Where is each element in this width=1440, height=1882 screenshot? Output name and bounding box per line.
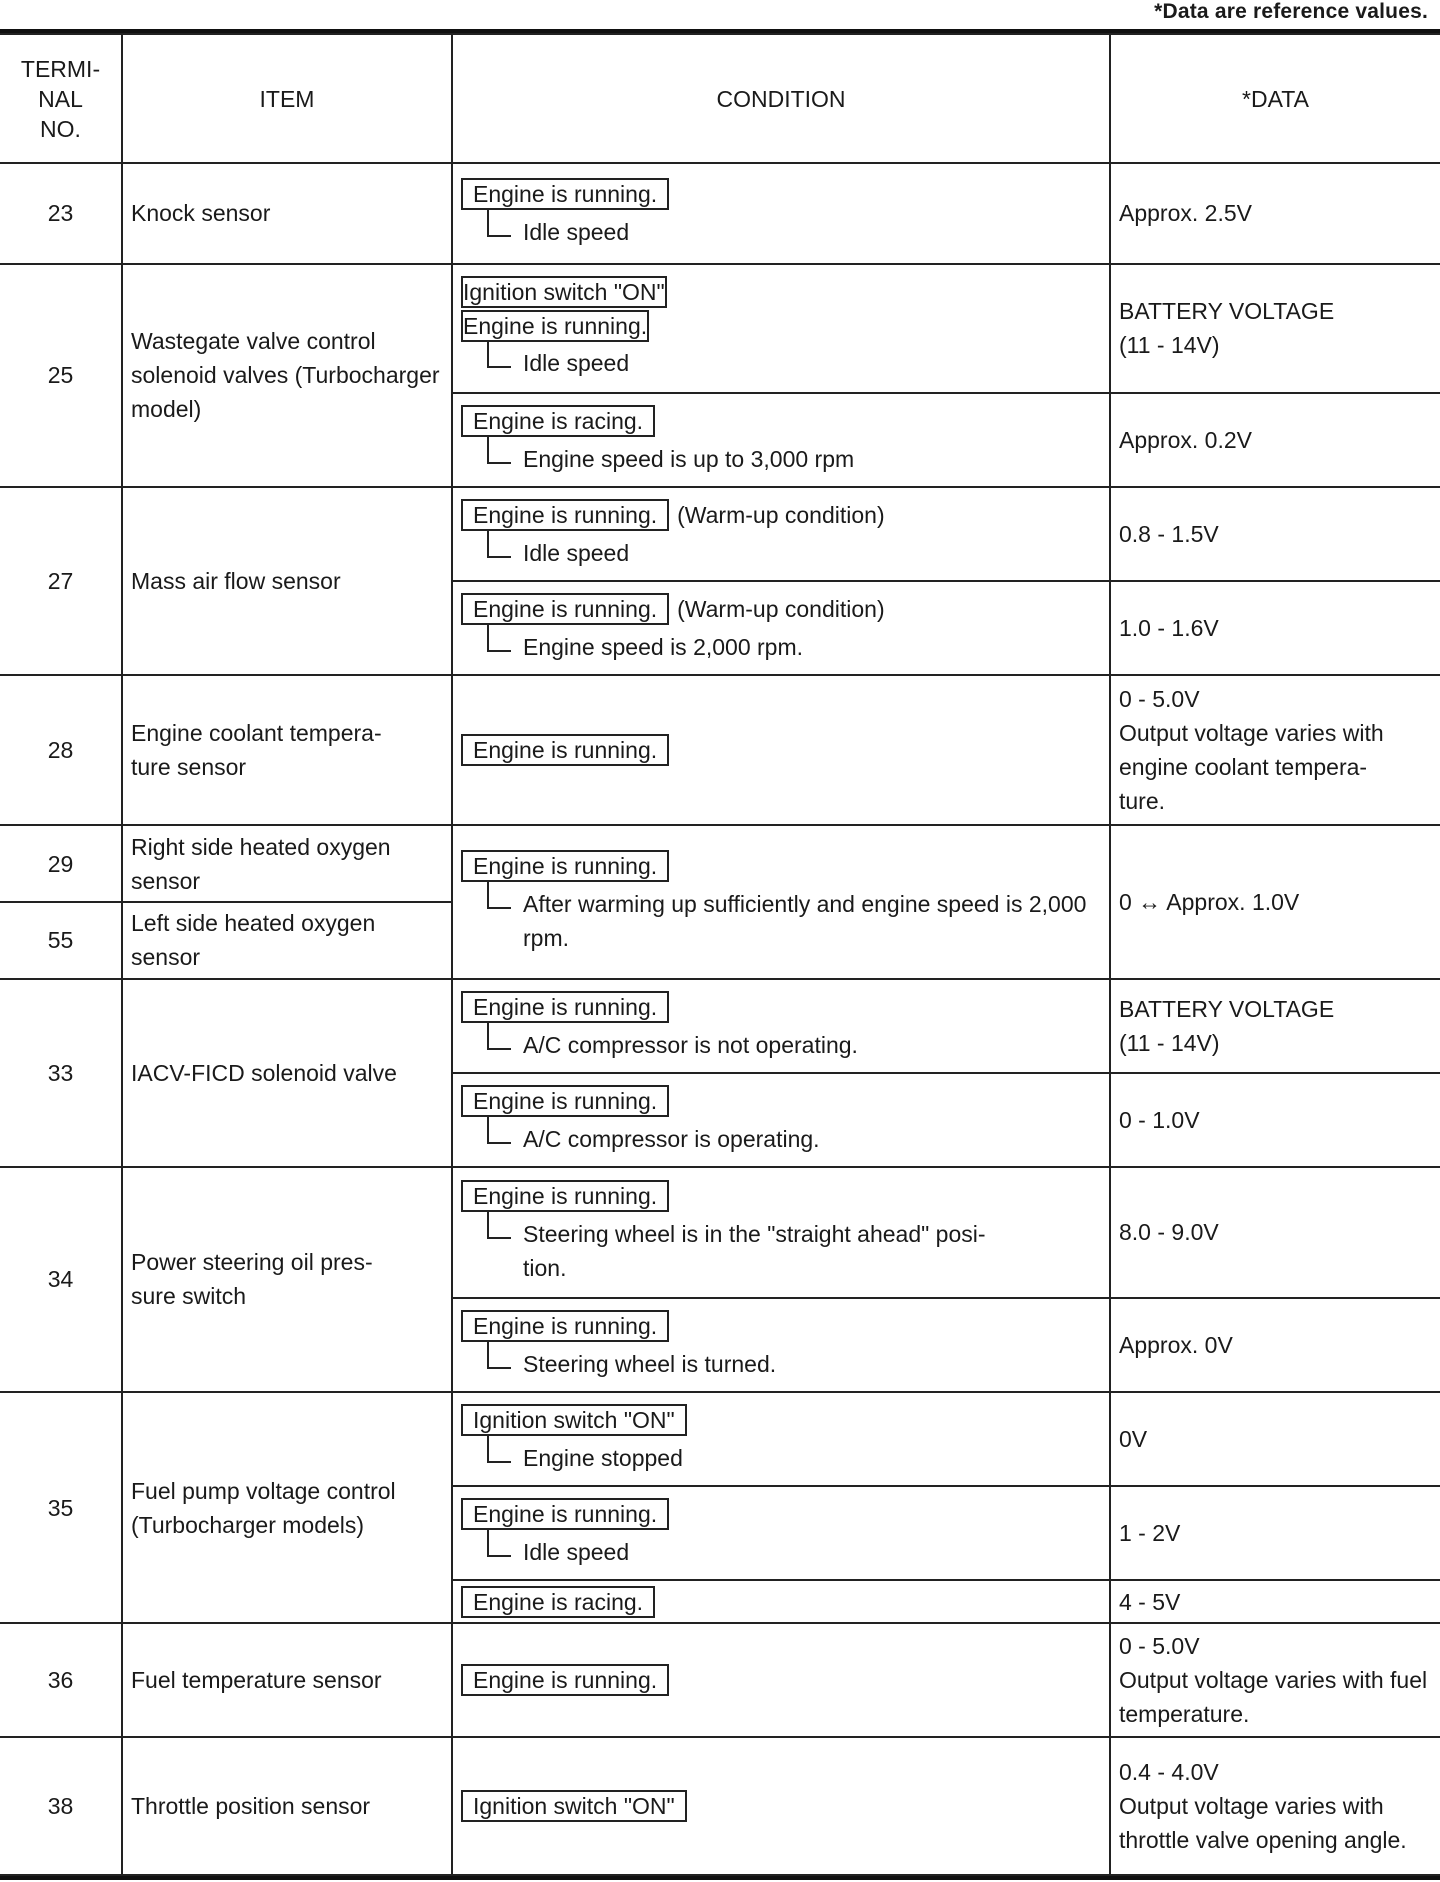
terminal-no: 28 [0, 675, 122, 826]
data-value: Approx. 0V [1110, 1298, 1440, 1392]
condition-box: Engine is running. [461, 310, 649, 342]
condition-note: (Warm-up condition) [677, 501, 885, 528]
condition-sub: Engine speed is 2,000 rpm. [461, 630, 1101, 664]
data-value: 0 - 5.0V Output voltage varies with fuel temperature. [1110, 1623, 1440, 1737]
terminal-data-table [0, 29, 1440, 1880]
data-value: BATTERY VOLTAGE (11 - 14V) [1110, 979, 1440, 1073]
condition-box: Ignition switch "ON" [461, 1790, 687, 1822]
item-name: Power steering oil pres- sure switch [122, 1167, 452, 1392]
header-terminal-no: TERMI- NAL NO. [0, 34, 122, 163]
condition-box: Engine is running. [461, 1180, 669, 1212]
data-value: Approx. 2.5V [1110, 163, 1440, 264]
table-row [0, 979, 1440, 1073]
item-name: Mass air flow sensor [122, 487, 452, 675]
terminal-no: 38 [0, 1737, 122, 1875]
header-item: ITEM [122, 34, 452, 163]
condition-note: (Warm-up condition) [677, 595, 885, 622]
condition-sub: Idle speed [461, 1535, 1101, 1569]
data-value: 0 - 5.0V Output voltage varies with engine coolant tempera- ture. [1110, 675, 1440, 826]
table-row [0, 675, 1440, 826]
item-name: Fuel pump voltage control (Turbocharger models) [122, 1392, 452, 1624]
condition-cell [452, 1298, 1110, 1392]
condition-sub: Idle speed [461, 346, 1101, 380]
header-condition: CONDITION [452, 34, 1110, 163]
table-row [0, 825, 1440, 902]
condition-cell [452, 581, 1110, 675]
condition-sub: Engine speed is up to 3,000 rpm [461, 442, 1101, 476]
terminal-no: 34 [0, 1167, 122, 1392]
condition-cell [452, 1580, 1110, 1624]
condition-cell [452, 675, 1110, 826]
header-data: *DATA [1110, 34, 1440, 163]
condition-box: Engine is running. [461, 850, 669, 882]
condition-cell [452, 1167, 1110, 1298]
condition-cell [452, 1486, 1110, 1580]
condition-sub: Idle speed [461, 536, 1101, 570]
condition-box: Engine is running. [461, 734, 669, 766]
condition-cell [452, 1392, 1110, 1486]
item-name: Throttle position sensor [122, 1737, 452, 1875]
data-value: BATTERY VOLTAGE (11 - 14V) [1110, 264, 1440, 393]
data-value: 0 - 1.0V [1110, 1073, 1440, 1167]
condition-sub: After warming up sufficiently and engine speed is 2,000 rpm. [461, 887, 1101, 955]
terminal-no: 55 [0, 902, 122, 979]
data-value: 8.0 - 9.0V [1110, 1167, 1440, 1298]
terminal-no: 23 [0, 163, 122, 264]
condition-box: Engine is running. [461, 178, 669, 210]
table-row [0, 1392, 1440, 1486]
table-row [0, 163, 1440, 264]
condition-box: Engine is running. [461, 1664, 669, 1696]
condition-box: Engine is running. [461, 1085, 669, 1117]
condition-cell [452, 487, 1110, 581]
condition-sub: Idle speed [461, 215, 1101, 249]
condition-box: Engine is running. [461, 1310, 669, 1342]
condition-box: Engine is running. [461, 499, 669, 531]
item-name: Right side heated oxygen sensor [122, 825, 452, 902]
data-value: 4 - 5V [1110, 1580, 1440, 1624]
data-value: 1 - 2V [1110, 1486, 1440, 1580]
condition-box: Engine is racing. [461, 1586, 655, 1618]
condition-sub: Engine stopped [461, 1441, 1101, 1475]
item-name: IACV-FICD solenoid valve [122, 979, 452, 1167]
condition-cell [452, 1623, 1110, 1737]
terminal-no: 33 [0, 979, 122, 1167]
condition-sub: Steering wheel is turned. [461, 1347, 1101, 1381]
condition-cell [452, 979, 1110, 1073]
terminal-no: 35 [0, 1392, 122, 1624]
table-row [0, 1167, 1440, 1298]
condition-cell [452, 1737, 1110, 1875]
table-row [0, 1737, 1440, 1875]
condition-box: Engine is racing. [461, 405, 655, 437]
terminal-no: 25 [0, 264, 122, 487]
condition-box: Engine is running. [461, 593, 669, 625]
condition-cell [452, 264, 1110, 393]
table-row [0, 1623, 1440, 1737]
data-value: 0V [1110, 1392, 1440, 1486]
data-value: 0 ↔ Approx. 1.0V [1110, 825, 1440, 978]
item-name: Wastegate valve control solenoid valves (Turbocharger model) [122, 264, 452, 487]
terminal-no: 36 [0, 1623, 122, 1737]
condition-box: Ignition switch "ON" [461, 1404, 687, 1436]
condition-sub: A/C compressor is operating. [461, 1122, 1101, 1156]
condition-box: Engine is running. [461, 1498, 669, 1530]
data-value: Approx. 0.2V [1110, 393, 1440, 487]
condition-sub: Steering wheel is in the "straight ahead" posi- tion. [461, 1217, 1101, 1285]
table-row [0, 264, 1440, 393]
condition-cell [452, 393, 1110, 487]
item-name: Engine coolant tempera- ture sensor [122, 675, 452, 826]
item-name: Left side heated oxygen sensor [122, 902, 452, 979]
terminal-no: 27 [0, 487, 122, 675]
data-value: 1.0 - 1.6V [1110, 581, 1440, 675]
condition-box: Engine is running. [461, 991, 669, 1023]
condition-sub: A/C compressor is not operating. [461, 1028, 1101, 1062]
item-name: Knock sensor [122, 163, 452, 264]
reference-values-note: *Data are reference values. [1154, 0, 1428, 23]
condition-cell [452, 1073, 1110, 1167]
condition-cell [452, 163, 1110, 264]
terminal-no: 29 [0, 825, 122, 902]
condition-cell [452, 825, 1110, 978]
data-value: 0.4 - 4.0V Output voltage varies with throttle valve opening angle. [1110, 1737, 1440, 1875]
condition-box: Ignition switch "ON" [461, 276, 667, 308]
item-name: Fuel temperature sensor [122, 1623, 452, 1737]
data-value: 0.8 - 1.5V [1110, 487, 1440, 581]
table-row [0, 487, 1440, 581]
